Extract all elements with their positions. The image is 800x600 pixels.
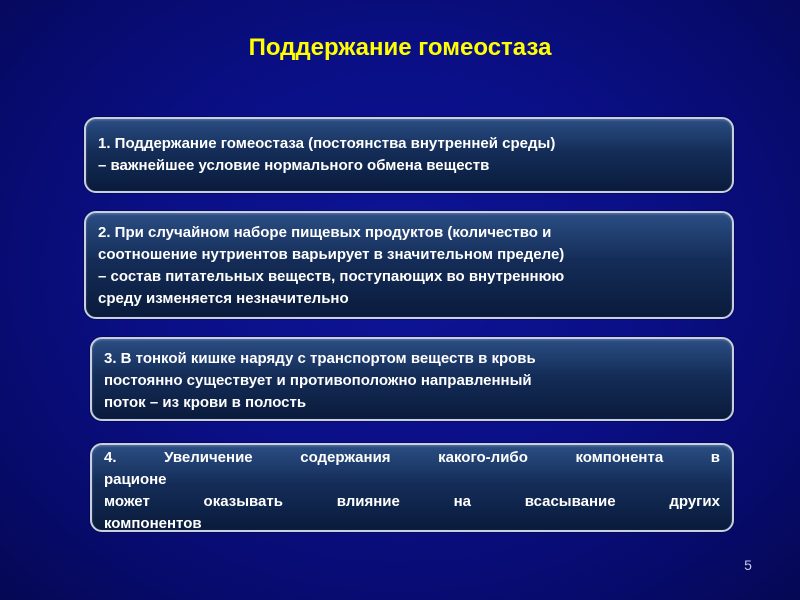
text-box-2 <box>84 211 734 319</box>
text-box-3 <box>90 337 734 421</box>
text-box-2-line-3: – состав питательных веществ, поступающих во внутреннюю <box>98 268 565 285</box>
slide-title: Поддержание гомеостаза <box>248 34 552 61</box>
text-box-4-line-2: рационе <box>104 471 167 488</box>
text-box-2-line-4: среду изменяется незначительно <box>98 290 349 307</box>
text-box-4-line-4: компонентов <box>104 515 202 532</box>
text-box-4-line-1: 4. Увеличение содержания какого-либо компонента в <box>104 449 720 466</box>
text-box-3-line-2: постоянно существует и противоположно направленный <box>104 372 532 389</box>
text-box-3-line-1: 3. В тонкой кишке наряду с транспортом веществ в кровь <box>104 350 536 367</box>
page-number: 5 <box>744 557 752 573</box>
text-box-4-line-3: может оказывать влияние на всасывание других <box>104 493 720 510</box>
text-box-2-line-2: соотношение нутриентов варьирует в значительном пределе) <box>98 246 565 263</box>
text-box-3-line-3: поток – из крови в полость <box>104 394 307 411</box>
text-box-2-line-1: 2. При случайном наборе пищевых продуктов (количество и <box>98 224 552 241</box>
text-box-4 <box>90 443 734 532</box>
text-box-1-line-2: – важнейшее условие нормального обмена веществ <box>98 157 490 174</box>
text-box-1 <box>84 117 734 193</box>
text-box-1-line-1: 1. Поддержание гомеостаза (постоянства внутренней среды) <box>98 135 556 152</box>
